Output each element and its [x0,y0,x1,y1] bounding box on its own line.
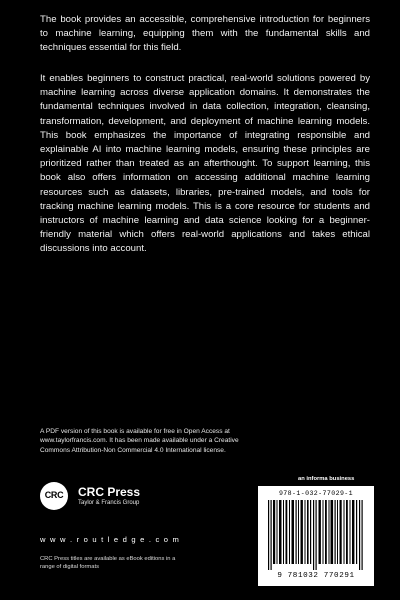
barcode-digits: 9 781032 770291 [277,572,355,580]
isbn-barcode [258,486,374,586]
informa-tagline: an informa business [298,476,355,482]
open-access-note: A PDF version of this book is available for free in Open Access at www.taylorfrancis.com. It has been made available under a Creative Commons Attribution-Non Commercial 4.0 International license. [40,428,239,454]
isbn-number: 978-1-032-77029-1 [278,490,354,497]
publisher-url: w w w . r o u t l e d g e . c o m [40,535,181,544]
blurb-paragraph-2: It enables beginners to construct practical, real-world solutions powered by machine learning across diverse application domains. It demonstrates the fundamental techniques involved in data collection, integration, cleansing, transformation, development, and deployment of machine learning models. This book emphasizes the importance of integrating responsible and explainable AI into machine learning models, ensuring these principles are prioritized rather than treated as an afterthought. To support learning, this book also offers information on accessing additional machine learning resources such as datasets, libraries, pre-trained models, and tools for tracking machine learning models. This is a core resource for students and instructors of machine learning and data science looking for a beginner-friendly material which offers real-world applications and takes ethical discussions into account. [40,73,370,255]
publisher-name: CRC Press [78,485,141,499]
barcode-bars-icon [266,500,366,570]
blurb-paragraph-1: The book provides an accessible, comprehensive introduction for beginners to machine learning, equipping them with the fundamental skills and techniques essential for this field. [40,14,370,54]
publisher-logo [40,482,200,522]
ebook-note: CRC Press titles are available as eBook editions in a range of digital formats [40,556,176,570]
crc-logo-letters: CRC [44,490,64,500]
publisher-group: Taylor & Francis Group [78,500,140,506]
